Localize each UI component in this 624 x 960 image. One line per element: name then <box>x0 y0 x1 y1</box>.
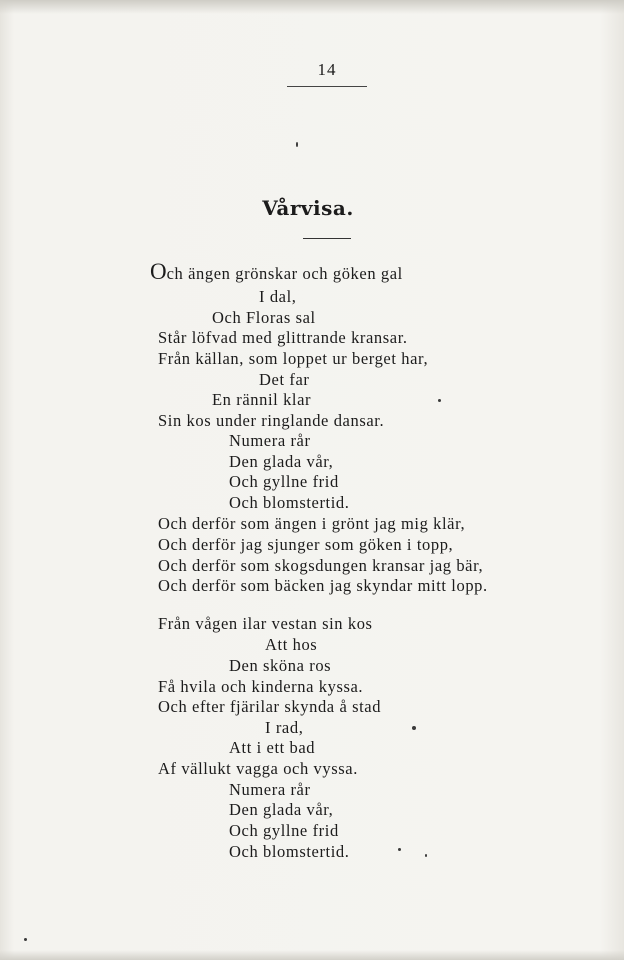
title-rule <box>303 238 351 239</box>
ink-speck <box>398 848 401 851</box>
ink-speck <box>425 854 427 857</box>
ink-speck <box>412 726 416 730</box>
poem-line: Från vågen ilar vestan sin kos <box>158 614 373 633</box>
poem-line: Att i ett bad <box>229 738 316 757</box>
poem-line: Numera rår <box>229 780 311 799</box>
poem-line: Det far <box>259 370 310 389</box>
poem-line: Och Floras sal <box>212 308 316 327</box>
poem-line: Och gyllne frid <box>229 472 339 491</box>
poem-line: Sin kos under ringlande dansar. <box>158 411 385 430</box>
poem-line: Den sköna ros <box>229 656 332 675</box>
poem-line: Och blomstertid. <box>229 493 350 512</box>
poem-line: Att hos <box>265 635 318 654</box>
page-edge-top <box>0 0 624 14</box>
poem-line: Och ängen grönskar och göken gal <box>150 259 403 284</box>
ink-speck <box>438 399 441 402</box>
poem-line: Af vällukt vagga och vyssa. <box>158 759 358 778</box>
page-number: 14 <box>317 60 337 79</box>
ink-speck <box>24 938 27 941</box>
poem-line: Står löfvad med glittrande kransar. <box>158 328 408 347</box>
page-number-rule <box>287 86 367 87</box>
poem-line: Och derför som bäcken jag skyndar mitt lopp. <box>158 576 488 595</box>
poem-line: Och blomstertid. <box>229 842 350 861</box>
poem-line: I rad, <box>265 718 304 737</box>
poem-line: Och derför som skogsdungen kransar jag bär, <box>158 556 484 575</box>
poem-line: Få hvila och kinderna kyssa. <box>158 677 364 696</box>
poem-line: Och gyllne frid <box>229 821 339 840</box>
poem-line: En rännil klar <box>212 390 312 409</box>
poem-line: I dal, <box>259 287 297 306</box>
poem-line: Och derför jag sjunger som göken i topp, <box>158 535 454 554</box>
drop-cap: O <box>150 259 167 284</box>
ink-speck <box>296 142 298 147</box>
poem-line: Och derför som ängen i grönt jag mig klär, <box>158 514 466 533</box>
poem-line: Numera rår <box>229 431 311 450</box>
poem-line: Från källan, som loppet ur berget har, <box>158 349 429 368</box>
poem-line: Och efter fjärilar skynda å stad <box>158 697 382 716</box>
poem-line: Den glada vår, <box>229 800 334 819</box>
page-edge-bottom <box>0 950 624 960</box>
poem-line: Den glada vår, <box>229 452 334 471</box>
poem-title: Vårvisa. <box>262 196 354 220</box>
